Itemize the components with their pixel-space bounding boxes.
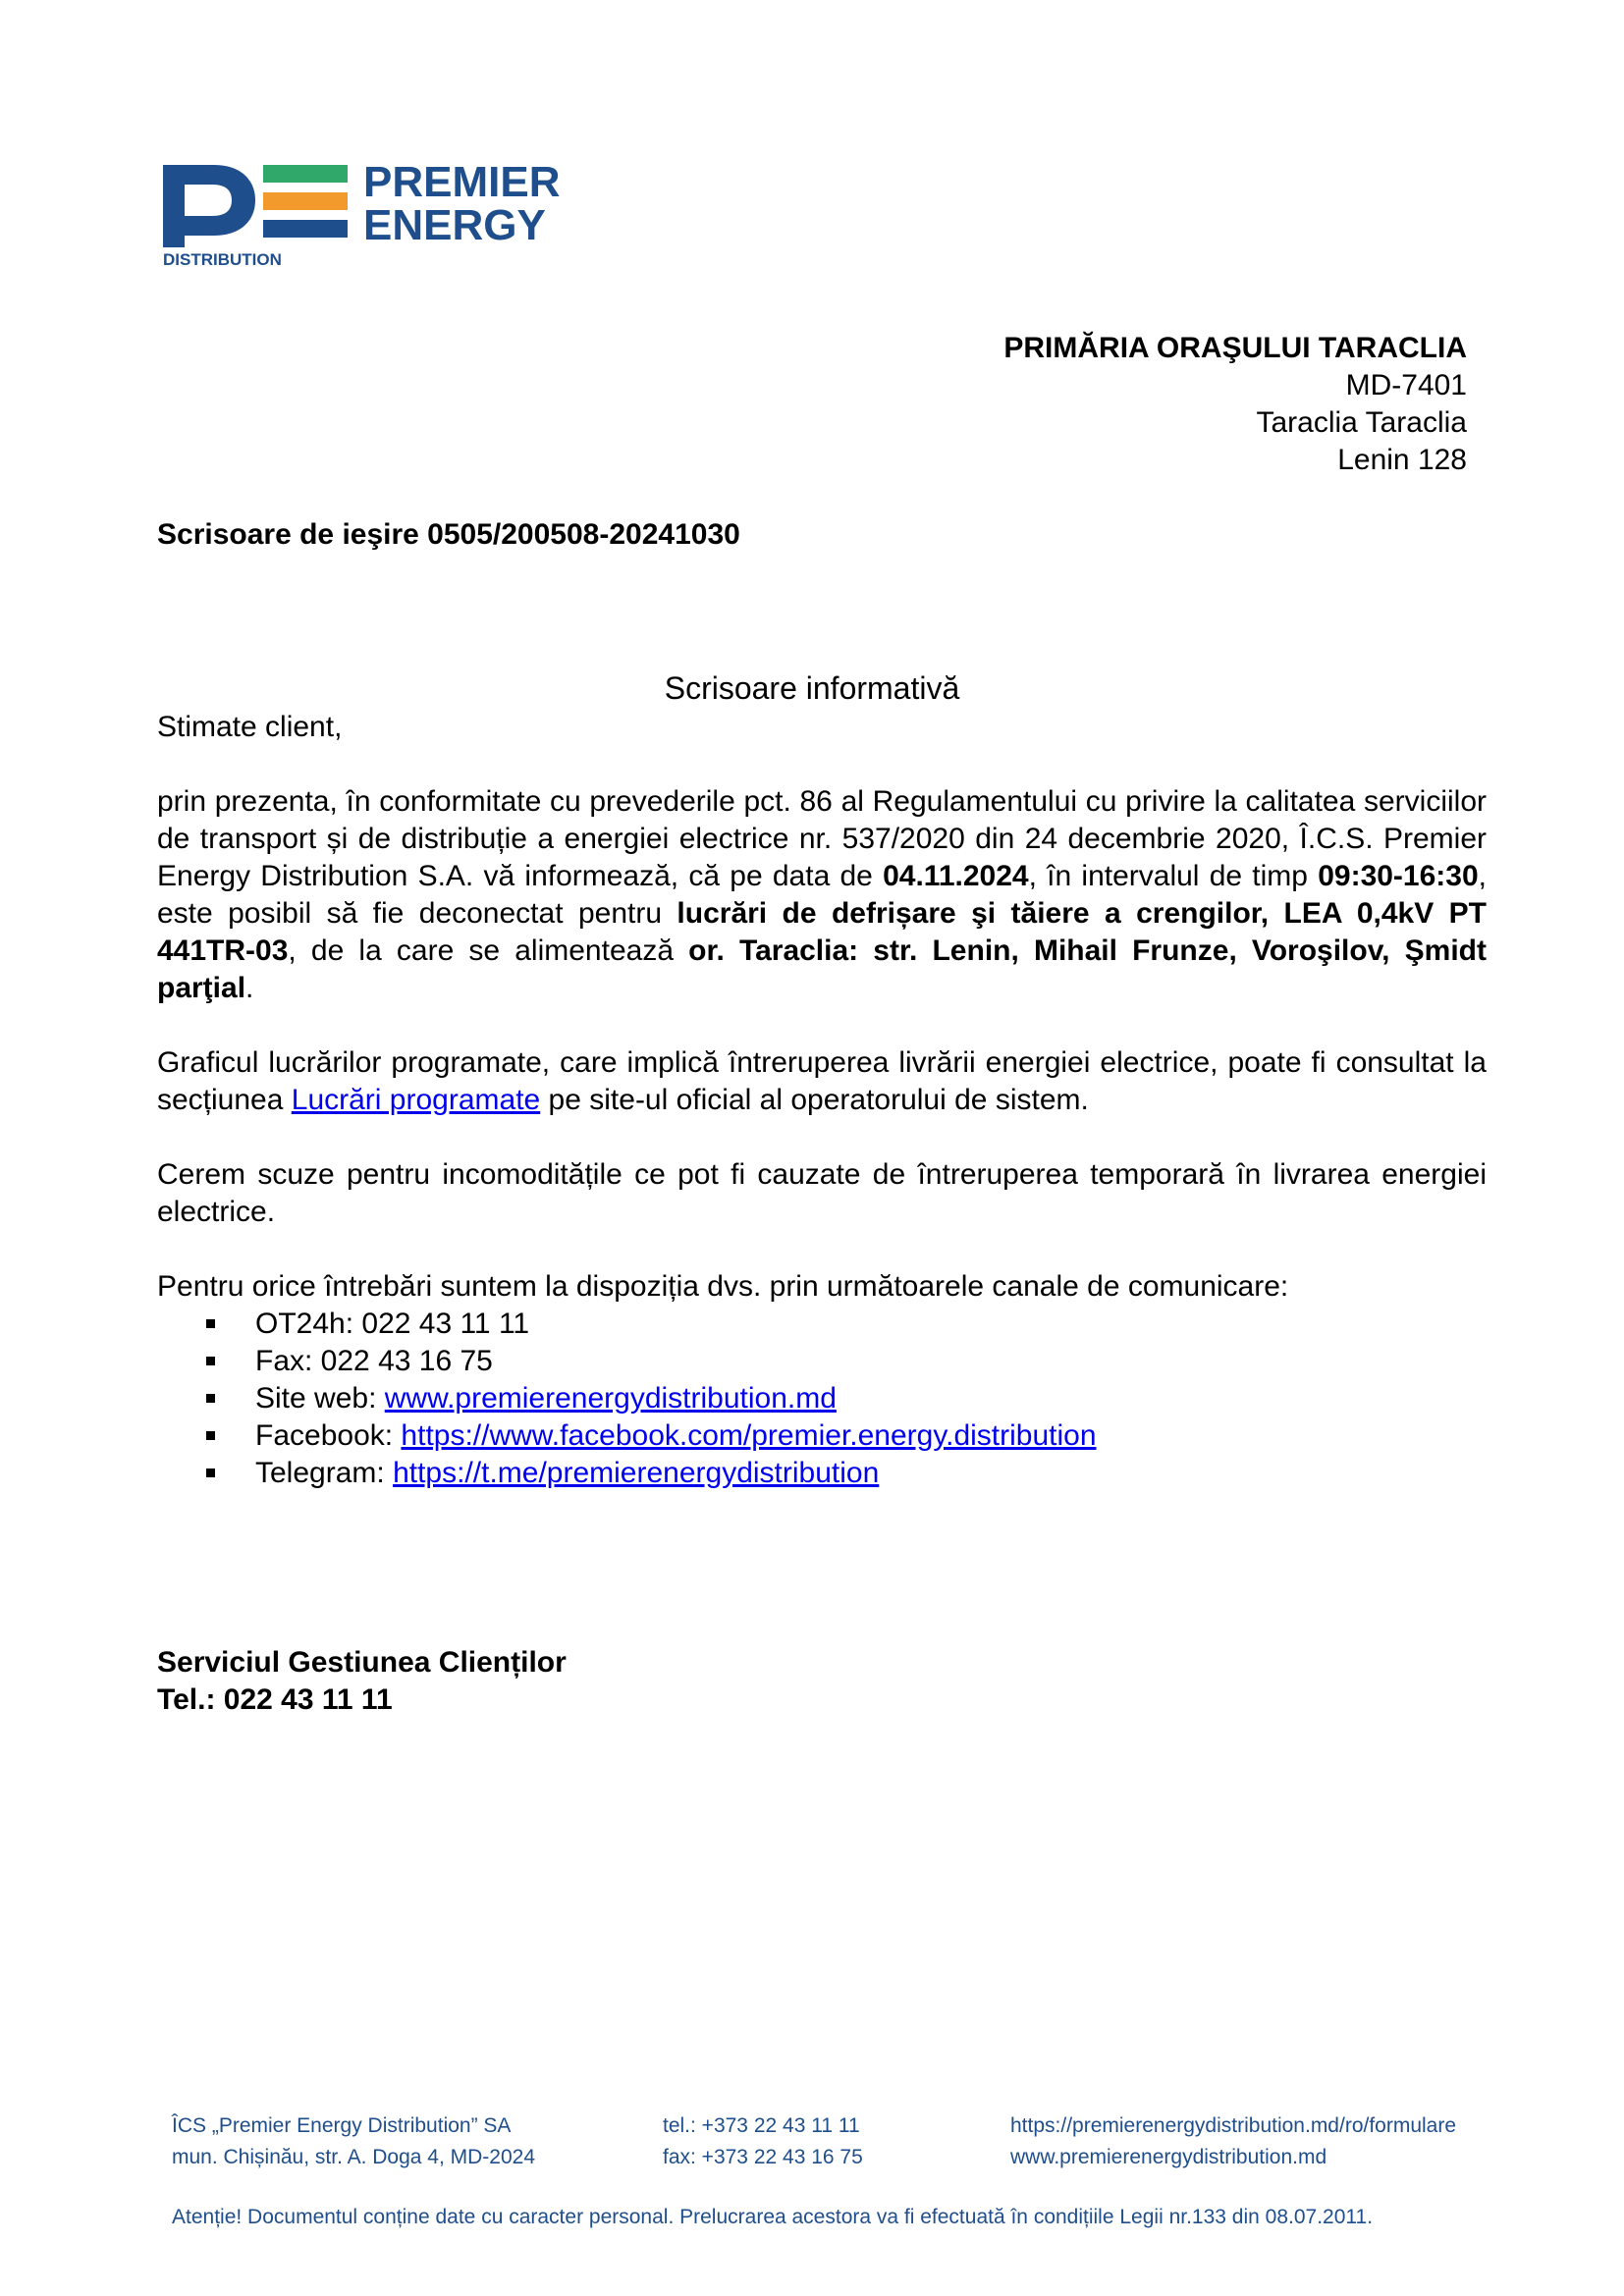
recipient-street: Lenin 128 [1337, 444, 1467, 476]
outage-date: 04.11.2024 [883, 860, 1029, 892]
website-link[interactable]: www.premierenergydistribution.md [384, 1382, 837, 1415]
recipient-city: Taraclia Taraclia [1256, 406, 1467, 439]
para2-text-1: Graficul lucrărilor programate, care implică întreruperea livrării energiei electrice, poate fi consultat la secțiunea [157, 1046, 1487, 1116]
recipient-postal: MD-7401 [1345, 369, 1467, 401]
scheduled-works-link[interactable]: Lucrări programate [291, 1084, 541, 1116]
list-item [206, 1343, 1487, 1380]
para1-text-4: , de la care se alimentează [288, 934, 689, 967]
channel-label: Fax: 022 43 16 75 [255, 1345, 493, 1377]
list-item [206, 1306, 1487, 1343]
channel-label: Site web: [255, 1382, 385, 1415]
recipient-block [780, 330, 1467, 479]
logo-sub: DISTRIBUTION [163, 250, 282, 265]
channel-label: Facebook: [255, 1419, 402, 1452]
para1-text-3: , este posibil să fie deconectat pentru [157, 860, 1487, 930]
letter-body [157, 709, 1487, 1492]
signature-block [157, 1644, 567, 1719]
paragraph-contact: Pentru orice întrebări suntem la dispoziția dvs. prin următoarele canale de comunicare: [157, 1270, 1289, 1303]
footer-tel: tel.: +373 22 43 11 11 [663, 2114, 860, 2137]
channel-label: OT24h: 022 43 11 11 [255, 1308, 530, 1340]
footer-web-col [1010, 2110, 1456, 2173]
paragraph-apology: Cerem scuze pentru incomoditățile ce pot fi cauzate de întreruperea temporară în livrarea energiei electrice. [157, 1158, 1487, 1228]
premier-energy-logo [157, 157, 609, 265]
outage-time: 09:30-16:30 [1318, 860, 1479, 892]
para2-text-2: pe site-ul oficial al operatorului de sistem. [540, 1084, 1089, 1116]
footer-site[interactable]: www.premierenergydistribution.md [1010, 2146, 1327, 2168]
signature-phone: Tel.: 022 43 11 11 [157, 1683, 393, 1716]
para1-text-2: , în intervalul de timp [1028, 860, 1319, 892]
logo-p-mark [163, 165, 255, 247]
list-item [206, 1417, 1487, 1455]
para1-text-5: . [245, 972, 254, 1004]
paragraph-schedule [157, 1044, 1487, 1119]
footer-forms-url[interactable]: https://premierenergydistribution.md/ro/formulare [1010, 2114, 1457, 2137]
footer-company: ÎCS „Premier Energy Distribution” SA [172, 2114, 512, 2137]
outage-works: lucrări de defrișare şi tăiere a crengilor, LEA 0,4kV PT 441TR-03 [157, 897, 1487, 967]
channel-label: Telegram: [255, 1457, 394, 1489]
list-item [206, 1380, 1487, 1417]
outgoing-reference: Scrisoare de ieşire 0505/200508-20241030 [157, 518, 740, 551]
logo-bar-orange [263, 192, 348, 210]
privacy-notice: Atenție! Documentul conține date cu caracter personal. Prelucrarea acestora va fi efectuată în condițiile Legii nr.133 din 08.07.2011. [172, 2206, 1374, 2228]
greeting: Stimate client, [157, 711, 343, 743]
facebook-link[interactable]: https://www.facebook.com/premier.energy.distribution [401, 1419, 1097, 1452]
recipient-name: PRIMĂRIA ORAŞULUI TARACLIA [1003, 332, 1467, 364]
logo-line1: PREMIER [363, 158, 561, 206]
paragraph-notice [157, 783, 1487, 1007]
document-title: Scrisoare informativă [664, 670, 960, 706]
footer-fax: fax: +373 22 43 16 75 [663, 2146, 863, 2168]
outage-locations: or. Taraclia: str. Lenin, Mihail Frunze, Voroşilov, Şmidt parţial [157, 934, 1487, 1004]
para1-text-1: prin prezenta, în conformitate cu prevederile pct. 86 al Regulamentului cu privire la calitatea serviciilor de transport și de distribuție a energiei electrice nr. 537/2020 din 24 decembrie 2020, Î.C.S. Premier Energy Distribution S.A. vă informează, că pe data de [157, 785, 1487, 892]
footer-company-col [172, 2110, 535, 2173]
logo-line2: ENERGY [363, 201, 546, 249]
signature-department: Serviciul Gestiunea Clienților [157, 1646, 567, 1679]
telegram-link[interactable]: https://t.me/premierenergydistribution [393, 1457, 880, 1489]
logo-bar-navy [263, 220, 348, 238]
list-item [206, 1455, 1487, 1492]
footer-phone-col [663, 2110, 863, 2173]
footer-address: mun. Chișinău, str. A. Doga 4, MD-2024 [172, 2146, 536, 2168]
contact-channels-list [206, 1306, 1487, 1492]
logo-bar-green [263, 165, 348, 183]
